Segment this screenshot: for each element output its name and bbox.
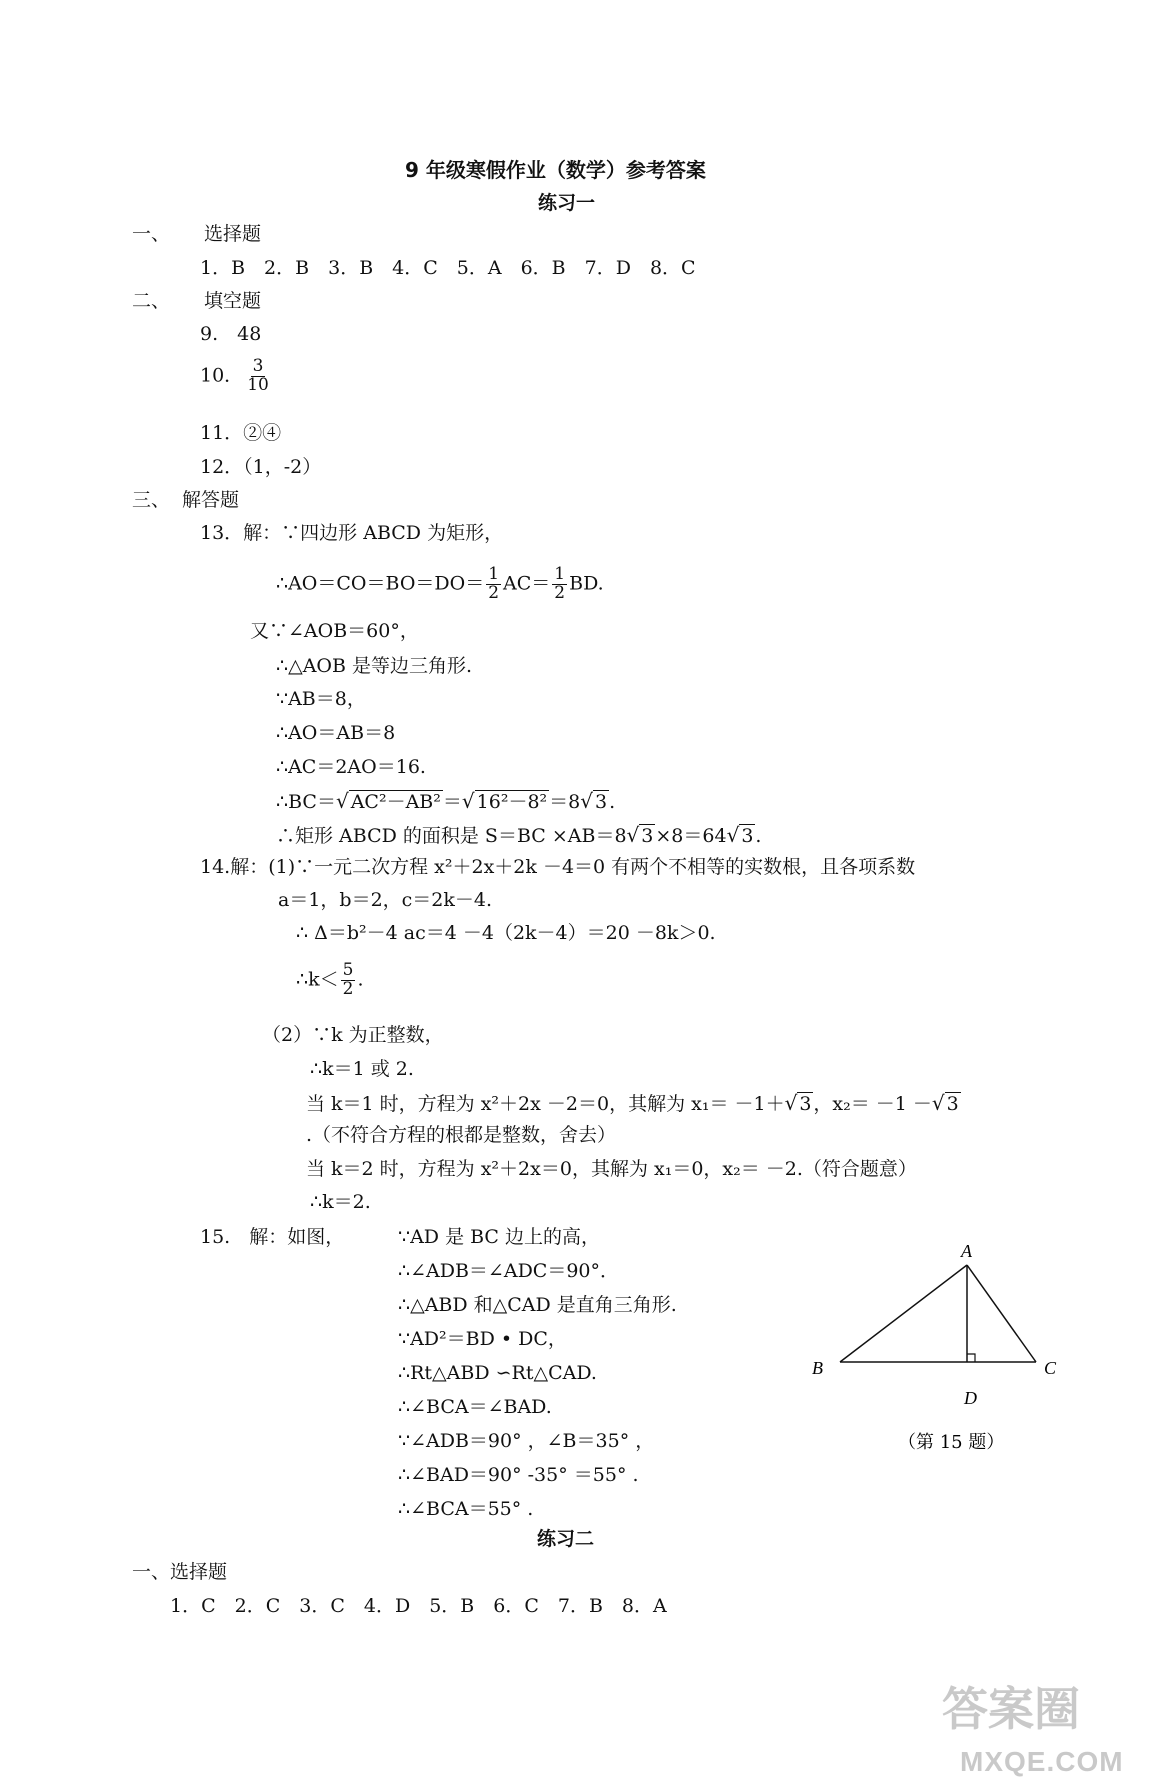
- answer-10: 10． $\frac{3}{10}$: [200, 356, 269, 395]
- q13-line-3: 又∵∠AOB＝60°，: [250, 620, 419, 642]
- q14-line-2: a＝1，b＝2，c＝2k－4.: [278, 889, 493, 911]
- section-label: 选择题: [204, 223, 262, 245]
- q14-line-6: ∴k＝1 或 2.: [310, 1058, 414, 1080]
- q15-line-4: ∵AD²＝BD • DC，: [398, 1328, 567, 1350]
- section-number: 二、: [132, 290, 171, 312]
- choice-answers-2: 1．C 2．C 3．C 4．D 5．B 6．C 7．B 8．A: [170, 1595, 667, 1617]
- choice-answers: 1．B 2．B 3．B 4．C 5．A 6．B 7．D 8．C: [200, 257, 696, 279]
- answer-9: 9. 48: [200, 323, 262, 345]
- q15-line-9: ∴∠BCA＝55° .: [398, 1498, 534, 1520]
- vertex-label-a: A: [961, 1241, 972, 1261]
- section-label: 解答题: [182, 489, 240, 511]
- exercise-two-heading: 练习二: [537, 1528, 595, 1550]
- q15-line-1: ∵AD 是 BC 边上的高，: [398, 1226, 601, 1248]
- vertex-label-d: D: [964, 1388, 977, 1408]
- vertex-label-b: B: [812, 1358, 823, 1378]
- right-angle-mark: [967, 1354, 975, 1362]
- q15-line-5: ∴Rt△ABD ∽Rt△CAD.: [398, 1362, 597, 1384]
- figure-caption: （第 15 题）: [898, 1432, 1005, 1453]
- q13-line-5: ∵AB＝8，: [276, 688, 366, 710]
- exercise-one-heading: 练习一: [538, 192, 596, 214]
- q13-line-9: ∴矩形 ABCD 的面积是 S＝BC ×AB＝8√ 3 ×8＝64√ 3 .: [276, 823, 762, 847]
- q14-line-1: 14.解：(1)∵一元二次方程 x²＋2x＋2k －4＝0 有两个不相等的实数根，且各项系数: [200, 856, 916, 878]
- q15-line-8: ∴∠BAD＝90° -35° ＝55° .: [398, 1464, 639, 1486]
- triangle-figure: [800, 1220, 1080, 1460]
- q14-line-10: ∴k＝2.: [310, 1191, 371, 1213]
- page-title: 9 年级寒假作业（数学）参考答案: [405, 158, 706, 182]
- section-label: 一、选择题: [132, 1561, 228, 1583]
- q14-line-4: ∴k＜ $\frac{5}{2}$ .: [296, 960, 364, 999]
- answer-12: 12．（1，-2）: [200, 456, 322, 478]
- q14-line-9: 当 k＝2 时，方程为 x²＋2x＝0，其解为 x₁＝0，x₂＝ －2.（符合题意）: [306, 1158, 917, 1180]
- q14-line-7: 当 k＝1 时，方程为 x²＋2x －2＝0，其解为 x₁＝ －1＋√ 3 ，x₂＝ －1 －√ 3: [306, 1091, 959, 1115]
- q15-line-3: ∴△ABD 和△CAD 是直角三角形.: [398, 1294, 677, 1316]
- watermark-logo: 答案圈: [942, 1683, 1080, 1735]
- segment-ac: [967, 1265, 1036, 1362]
- q15-line-6: ∴∠BCA＝∠BAD.: [398, 1396, 552, 1418]
- fraction-3-10: $\frac{3}{10}$: [247, 356, 269, 395]
- q14-line-3: ∴ Δ＝b²－4 ac＝4 －4（2k－4）＝20 －8k＞0.: [296, 922, 716, 944]
- q13-line-6: ∴AO＝AB＝8: [276, 722, 396, 744]
- section-label: 填空题: [204, 290, 262, 312]
- q13-line-8: ∴BC＝√ AC²－AB² ＝√ 16²－8² ＝8√ 3 .: [276, 789, 616, 813]
- q14-line-5: （2）∵k 为正整数，: [262, 1024, 444, 1046]
- q13-line-7: ∴AC＝2AO＝16.: [276, 756, 426, 778]
- watermark-site: MXQE.COM: [960, 1746, 1124, 1777]
- q15-line-7: ∵∠ADB＝90° ，∠B＝35° ，: [398, 1430, 655, 1452]
- q13-line-1: 13．解：∵四边形 ABCD 为矩形，: [200, 522, 504, 544]
- q14-line-8: .（不符合方程的根都是整数，舍去）: [306, 1124, 617, 1146]
- q13-line-4: ∴△AOB 是等边三角形.: [276, 655, 473, 677]
- q15-label: 15. 解：如图，: [200, 1226, 345, 1248]
- q13-line-2: ∴AO＝CO＝BO＝DO＝ $\frac{1}{2}$ AC＝ $\frac{1}{2}$ BD.: [276, 564, 604, 603]
- section-number: 三、: [132, 489, 171, 511]
- vertex-label-c: C: [1044, 1358, 1057, 1378]
- segment-ab: [840, 1265, 967, 1362]
- answer-11: 11．②④: [200, 422, 282, 444]
- section-number: 一、: [132, 223, 171, 245]
- q15-line-2: ∴∠ADB＝∠ADC＝90°．: [398, 1260, 620, 1282]
